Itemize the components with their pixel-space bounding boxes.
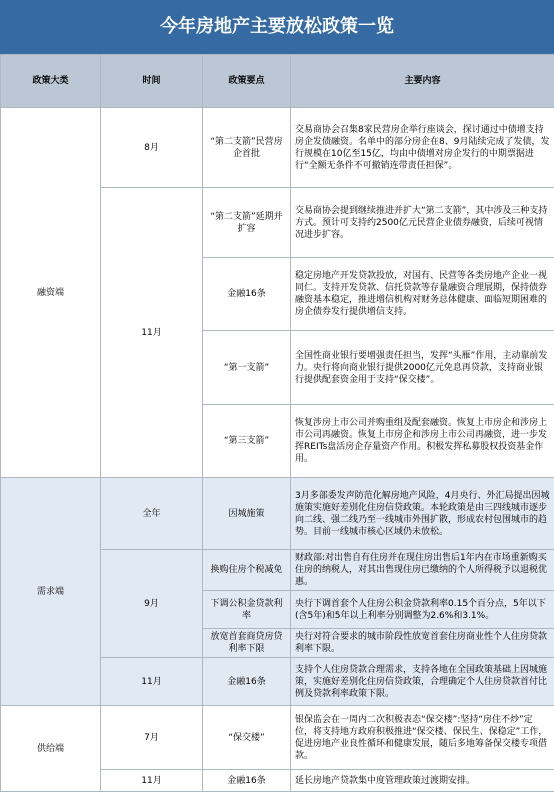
point-cell: 换购住房个税减免 [203, 550, 291, 591]
page-title: 今年房地产主要放松政策一览 [0, 0, 554, 54]
point-cell: 放宽首套商贷房贷利率下限 [203, 629, 291, 658]
content-cell: 稳定房地产开发贷款投放，对国有、民营等各类房地产企业一视同仁。支持开发贷款、信托贷款等存量融资合理展期，保持债券融资基本稳定，推进增信机构对财务总体健康、面临短期困难的房企债券发行提供增信支持。 [291, 258, 554, 331]
table-row [1, 108, 554, 188]
header-point: 政策要点 [203, 55, 291, 108]
content-cell: 交易商协会提到继续推进并扩大“第二支箭”，其中涉及三种支持方式。预计可支持约2500亿元民营企业债券融资，后续可视情况进步扩容。 [291, 188, 554, 258]
point-cell: 下调公积金贷款利率 [203, 591, 291, 629]
content-cell: 交易商协会召集8家民营房企举行座谈会，探讨通过中债增支持房企发债融资。名单中的部分房企在8、9月陆续完成了发债，发行规模在10亿至15亿，均由中债增对房企发行的中期票据进行“全额无条件不可撤销连带责任担保”。 [291, 108, 554, 188]
point-cell: “第三支箭” [203, 405, 291, 478]
header-row [1, 55, 554, 108]
time-cell: 11月 [101, 188, 203, 478]
category-cell: 供给端 [1, 706, 101, 792]
point-cell: “第二支箭”延期并扩容 [203, 188, 291, 258]
header-time: 时间 [101, 55, 203, 108]
point-cell: 金融16条 [203, 770, 291, 792]
point-cell: “第一支箭” [203, 331, 291, 405]
content-cell: 3月多部委发声防范化解房地产风险，4月央行、外汇局提出因城施策实施好差别化住房信贷政策。本轮政策是由三四线城市逐步向二线、强二线乃至一线城市外围扩散，形成农村包围城市的趋势。目前一线城市核心区域仍未放松。 [291, 478, 554, 550]
content-cell: 银保监会在一周内二次积极表态“保交楼”:坚持“房住不炒”定位，将支持地方政府积极推进“保交楼、保民生、保稳定”工作，促进房地产业良性循环和健康发展，随后多地筹备保交楼专项借款。 [291, 706, 554, 770]
time-cell: 8月 [101, 108, 203, 188]
header-content: 主要内容 [291, 55, 554, 108]
content-cell: 央行下调首套个人住房公积金贷款利率0.15个百分点，5年以下(含5年)和5年以上利率分别调整为2.6%和3.1%。 [291, 591, 554, 629]
table-row [1, 478, 554, 550]
time-cell: 7月 [101, 706, 203, 770]
point-cell: 金融16条 [203, 658, 291, 706]
time-cell: 全年 [101, 478, 203, 550]
point-cell: 因城施策 [203, 478, 291, 550]
category-cell: 需求端 [1, 478, 101, 706]
time-cell: 9月 [101, 550, 203, 658]
point-cell: 金融16条 [203, 258, 291, 331]
content-cell: 全国性商业银行要增强责任担当，发挥“头雁”作用，主动靠前发力。央行将向商业银行提供2000亿元免息再贷款，支持商业银行提供配套资金用于支持“保交楼”。 [291, 331, 554, 405]
table-row [1, 706, 554, 770]
content-cell: 延长房地产贷款集中度管理政策过渡期安排。 [291, 770, 554, 792]
content-cell: 央行对符合要求的城市阶段性放宽首套住房商业性个人住房贷款利率下限。 [291, 629, 554, 658]
policy-table [0, 54, 554, 792]
category-cell: 融资端 [1, 108, 101, 478]
time-cell: 11月 [101, 770, 203, 792]
point-cell: “保交楼” [203, 706, 291, 770]
content-cell: 支持个人住房贷款合理需求，支持各地在全国政策基础上因城施策，实施好差别化住房信贷政策，合理确定个人住房贷款首付比例及贷款利率政策下限。 [291, 658, 554, 706]
header-category: 政策大类 [1, 55, 101, 108]
time-cell: 11月 [101, 658, 203, 706]
point-cell: “第二支箭”民营房企首批 [203, 108, 291, 188]
content-cell: 财政部:对出售自有住房并在现住房出售后1年内在市场重新购买住房的纳税人，对其出售现住房已缴纳的个人所得税予以退税优惠。 [291, 550, 554, 591]
content-cell: 恢复涉房上市公司并购重组及配套融资。恢复上市房企和涉房上市公司再融资。恢复上市房企和涉房上市公司再融资，进一步发挥REITs盘活房企存量资产作用。积极发挥私募股权投资基金作用。 [291, 405, 554, 478]
